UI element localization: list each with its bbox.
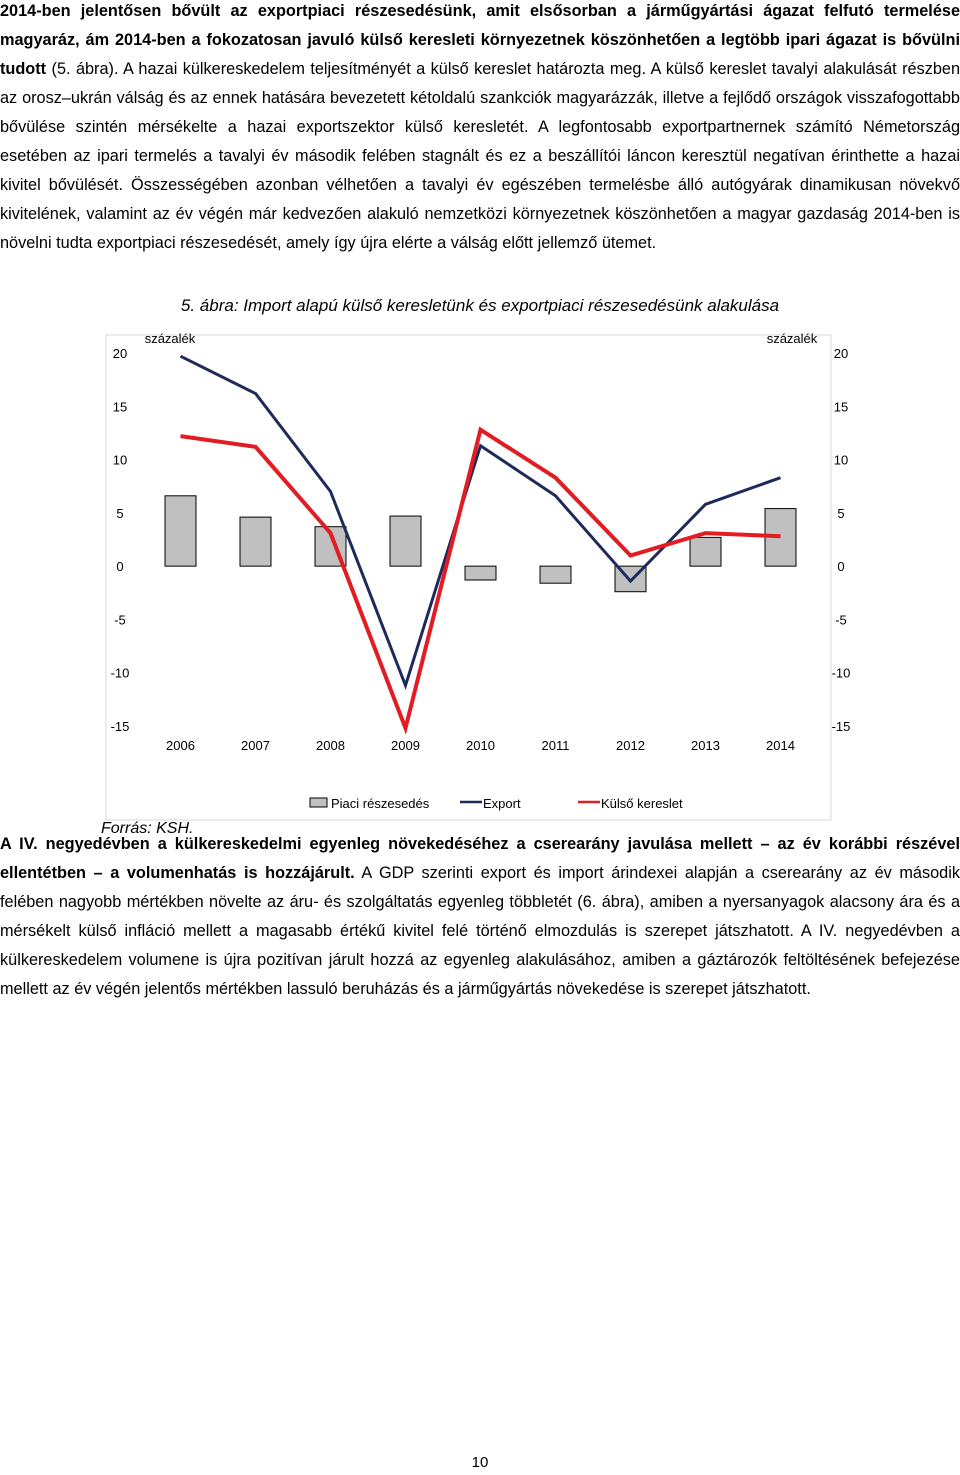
bar — [690, 537, 721, 566]
paragraph-intro — [0, 0, 960, 258]
y-axis-group — [111, 331, 851, 734]
x-tick-label: 2010 — [466, 738, 495, 753]
y-tick-right: 10 — [833, 452, 849, 468]
y-tick-left: 0 — [116, 559, 124, 575]
x-tick-label: 2007 — [241, 738, 270, 753]
y-tick-right: -15 — [831, 719, 851, 734]
x-axis-group — [166, 738, 795, 753]
paragraph-intro-bold: 2014-ben jelentősen bővült az exportpiaci részesedésünk, amit elsősorban a járműgyártási ágazat felfutó termelése magyaráz, ám 2014-ben a fokozatosan javuló külső keresleti környezetnek köszönhetően a legtöbb ipari ágazat is bővülni tudott — [0, 2, 960, 78]
y-tick-left: 5 — [116, 505, 124, 521]
legend-label: Piaci részesedés — [331, 796, 430, 811]
page-number: 10 — [471, 1454, 489, 1471]
legend-label: Export — [483, 796, 521, 811]
y-tick-right: 15 — [833, 399, 849, 415]
chart — [0, 320, 960, 840]
y-tick-left: 10 — [112, 452, 128, 468]
bar — [240, 517, 271, 566]
x-tick-label: 2012 — [616, 738, 645, 753]
x-tick-label: 2014 — [766, 738, 795, 753]
paragraph-trade-rest: A GDP szerinti export és import árindexei alapján a cserearány az év második felében nagyobb mértékben növelte az áru- és szolgáltatás egyenleg többletét (6. ábra), amiben a nyersanyagok alacsony ára és a mérsékelt külső infláció mellett a magasabb értékű kivitel felé történő elmozdulás is szerepet játszhatott. A IV. negyedévben a külkereskedelem volumene is újra pozitívan járult hozzá az egyenleg alakulásához, amiben a gáztározók feltöltésének befejezése mellett az év végén jelentős mértékben lassuló beruházás és a járműgyártás növekedése is szerepet játszhatott. — [0, 864, 960, 998]
y-tick-right: 5 — [837, 505, 845, 521]
y-tick-right: -10 — [831, 665, 851, 681]
legend-swatch — [310, 798, 327, 807]
y-tick-left: -5 — [114, 612, 126, 628]
paragraph-trade — [0, 830, 960, 1004]
y-tick-left: 15 — [112, 399, 128, 415]
x-tick-label: 2011 — [541, 738, 570, 753]
y-tick-left: 20 — [112, 346, 128, 361]
bar — [165, 496, 196, 566]
bar — [465, 566, 496, 580]
legend-group — [310, 796, 683, 811]
y-tick-left: -15 — [110, 719, 130, 734]
bar — [540, 566, 571, 583]
figure-title: 5. ábra: Import alapú külső keresletünk és exportpiaci részesedésünk alakulása — [180, 296, 780, 315]
legend-label: Külső kereslet — [601, 796, 683, 811]
y-tick-right: 0 — [837, 559, 845, 575]
x-tick-label: 2008 — [316, 738, 345, 753]
figure-source: Forrás: KSH. — [101, 820, 194, 837]
paragraph-trade-bold: A IV. negyedévben a külkereskedelmi egyenleg növekedéséhez a cserearány javulása mellett – az év korábbi részével ellentétben – a volumenhatás is hozzájárult. — [0, 835, 960, 882]
y-tick-left: -10 — [110, 665, 130, 681]
x-tick-label: 2009 — [391, 738, 420, 753]
paragraph-intro-rest: (5. ábra). A hazai külkereskedelem teljesítményét a külső kereslet határozta meg. A külső kereslet tavalyi alakulását részben az orosz–ukrán válság és az ennek hatására bevezetett kétoldalú szankciók magyarázzák, illetve a fejlődő országok visszafogottabb bővülése szintén mérsékelte a hazai exportszektor külső keresletét. A legfontosabb exportpartnernek számító Németország esetében az ipari termelés a tavalyi év második felében stagnált és ez a beszállítói láncon keresztül negatívan érinthette a hazai kivitel bővülését. Összességében azonban vélhetően a tavalyi év egészében termelésbe álló autógyárak dinamikusan növekvő kivitelének, valamint az év végén már kedvezően alakuló nemzetközi környezetnek köszönhetően a magyar gazdaság 2014-ben is növelni tudta exportpiaci részesedését, amely így újra elérte a válság előtt jellemző ütemet. — [0, 60, 960, 252]
bar — [390, 516, 421, 566]
y-tick-right: -5 — [835, 612, 847, 628]
x-tick-label: 2006 — [166, 738, 195, 753]
y-tick-right: 20 — [833, 346, 849, 361]
y-axis-label-left: százalék — [144, 331, 196, 346]
x-tick-label: 2013 — [691, 738, 720, 753]
y-axis-label-right: százalék — [766, 331, 818, 346]
